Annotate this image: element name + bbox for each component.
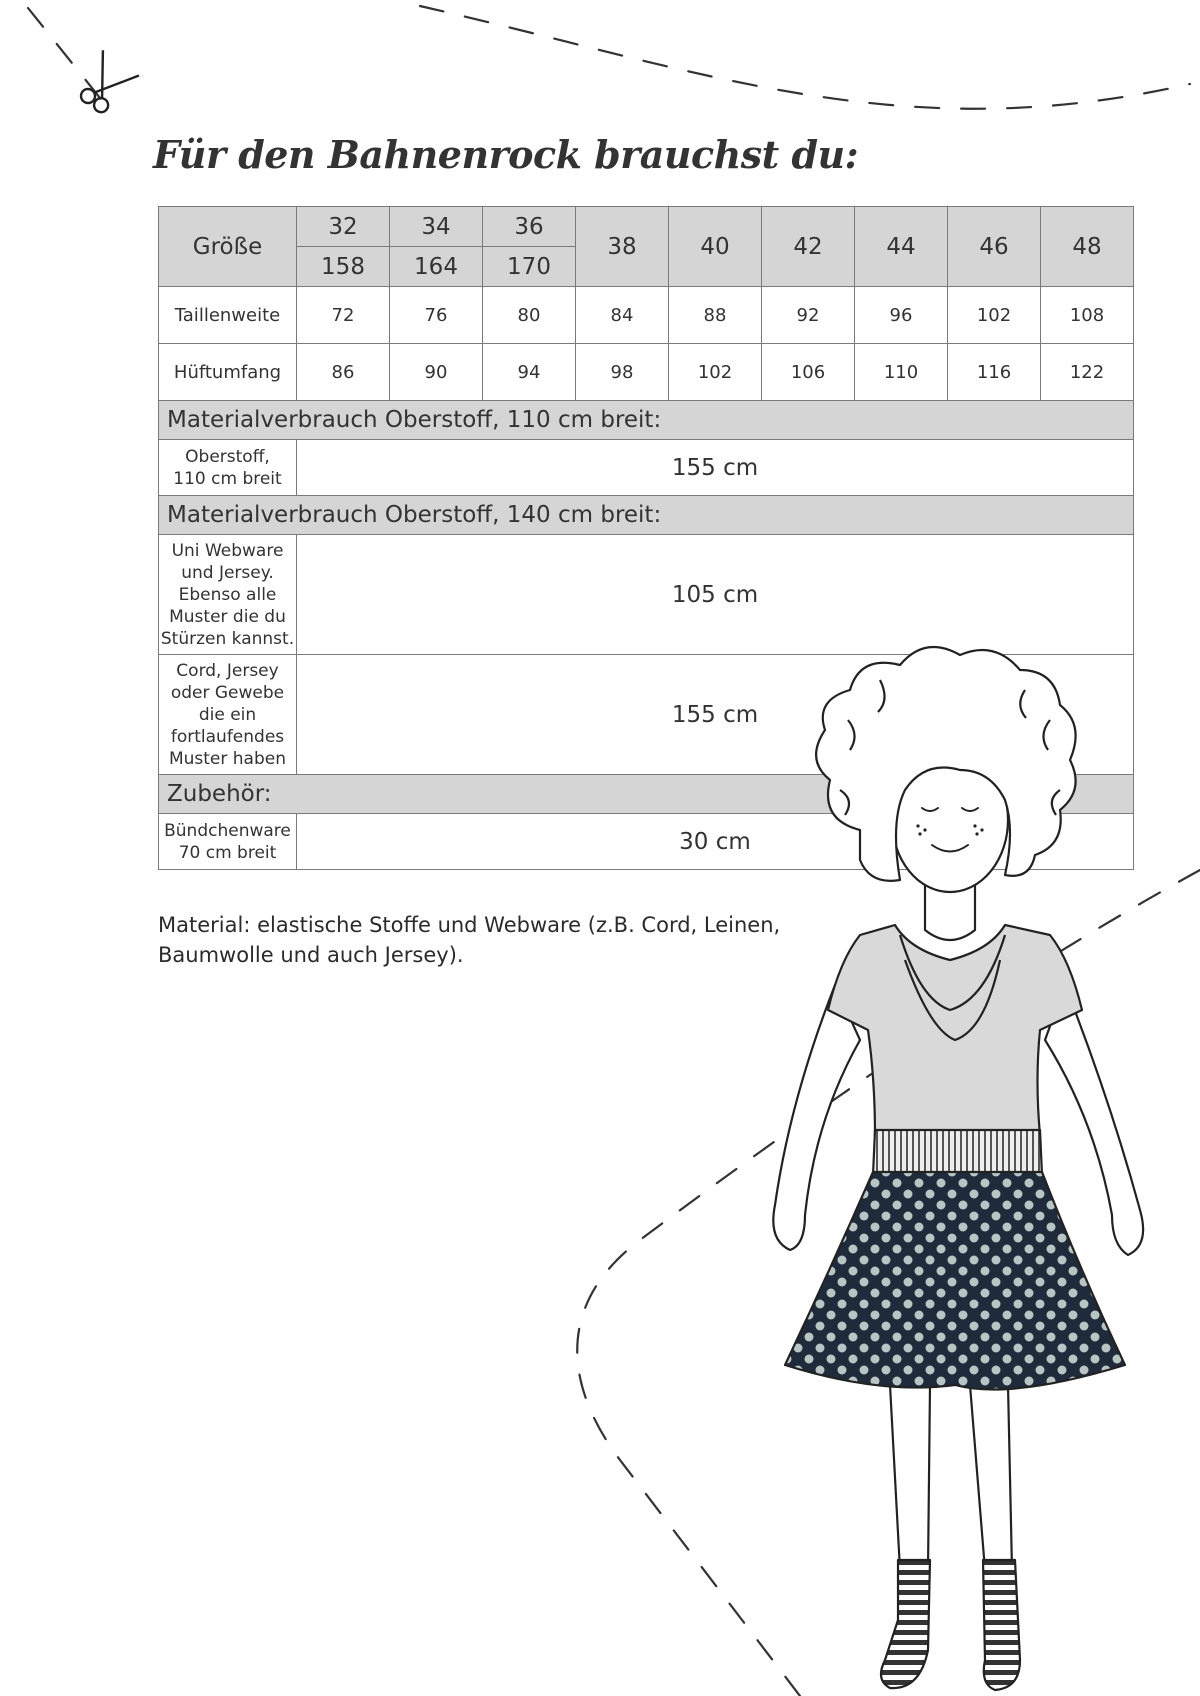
height-cell: 164 [390, 247, 483, 287]
table-cell: 116 [948, 344, 1041, 401]
size-cell: 40 [669, 207, 762, 287]
table-cell: 106 [762, 344, 855, 401]
row-label-line: Bündchenware [164, 820, 291, 841]
amount-cell: 30 cm [297, 814, 1134, 870]
table-cell: 108 [1041, 287, 1134, 344]
section-heading: Materialverbrauch Oberstoff, 110 cm breit: [159, 401, 1134, 440]
table-cell: 102 [948, 287, 1041, 344]
row-label-line: die ein [198, 704, 257, 725]
row-label-line: Muster haben [168, 748, 287, 769]
material-line: Material: elastische Stoffe und Webware (z.B. Cord, Leinen, [158, 913, 781, 937]
size-cell: 36 [483, 207, 576, 247]
size-label: Größe [159, 207, 297, 287]
row-label-line: Muster die du [169, 606, 286, 627]
table-cell: 102 [669, 344, 762, 401]
row-label-line: Ebenso alle [178, 584, 277, 605]
size-cell: 42 [762, 207, 855, 287]
table-cell: 84 [576, 287, 669, 344]
size-cell: 34 [390, 207, 483, 247]
row-label-line: fortlaufendes [170, 726, 285, 747]
table-cell: 98 [576, 344, 669, 401]
table-cell: 90 [390, 344, 483, 401]
amount-cell: 155 cm [297, 655, 1134, 775]
row-label-line: und Jersey. [181, 562, 274, 583]
table-cell: 72 [297, 287, 390, 344]
page-title: Für den Bahnenrock brauchst du: [153, 132, 859, 177]
height-cell: 158 [297, 247, 390, 287]
table-cell: 88 [669, 287, 762, 344]
row-label-line: Uni Webware [171, 540, 284, 561]
section-heading: Materialverbrauch Oberstoff, 140 cm breit: [159, 496, 1134, 535]
amount-cell: 105 cm [297, 535, 1134, 655]
table-cell: 94 [483, 344, 576, 401]
table-cell: 76 [390, 287, 483, 344]
table-cell: 122 [1041, 344, 1134, 401]
table-cell: 80 [483, 287, 576, 344]
table-cell: 110 [855, 344, 948, 401]
amount-cell: 155 cm [297, 440, 1134, 496]
row-label-line: oder Gewebe [170, 682, 285, 703]
height-cell: 170 [483, 247, 576, 287]
size-cell: 32 [297, 207, 390, 247]
size-cell: 38 [576, 207, 669, 287]
table-cell: 92 [762, 287, 855, 344]
size-cell: 46 [948, 207, 1041, 287]
row-label-line: Oberstoff, [185, 446, 270, 467]
row-label-line: Cord, Jersey [176, 660, 279, 681]
row-label: Hüftumfang [159, 344, 297, 401]
row-label-line: 70 cm breit [178, 842, 277, 863]
section-heading: Zubehör: [159, 775, 1134, 814]
table-cell: 86 [297, 344, 390, 401]
row-label-line: 110 cm breit [173, 468, 282, 489]
row-label-line: Stürzen kannst. [160, 628, 295, 649]
table-cell: 96 [855, 287, 948, 344]
row-label: Taillenweite [159, 287, 297, 344]
size-cell: 44 [855, 207, 948, 287]
size-cell: 48 [1041, 207, 1134, 287]
material-line: Baumwolle und auch Jersey). [158, 943, 464, 967]
